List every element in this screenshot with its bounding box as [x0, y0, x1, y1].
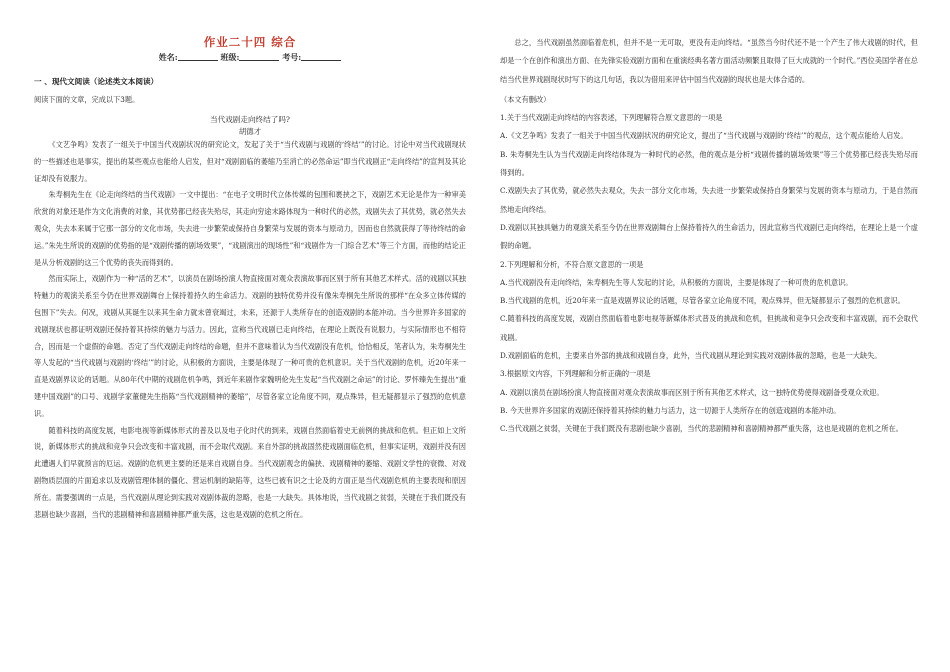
article-title: 当代戏剧走向终结了吗? [209, 115, 290, 124]
article-paragraph: 随着科技的高度发展，电影电视等新媒体形式的普及以及电子化时代的到来，戏剧自然面临着史无前例的挑战和危机。但正如上文所说，新媒体形式的挑战和竞争只会改变和丰富戏剧，而不会取代戏剧。来自外部的挑战固然使戏剧面临危机，但事实证明，戏剧并没有因此遭遇人们早就预言的厄运。戏剧的危机更主要的还是来自戏剧自身。当代戏剧观念的偏狭、戏剧精神的萎缩、戏剧文学性的衰微、对戏剧物质层面的片面追求以及戏剧管理体制的僵化、营运机制的缺陷等，这些已被有识之士论及的方面正是当代戏剧危机的主要表现和原因所在。需要强调的一点是，当代戏剧从理论到实践对戏剧体裁的忽略，也是一大缺失。具体地说，当代戏剧之贫弱，关键在于我们既没有悲剧也缺少喜剧，当代的悲剧精神和喜剧精神都严重失落，这也是戏剧的危机之所在。 [34, 425, 466, 519]
question-option: A. 戏剧以演员在剧场扮演人物直接面对观众表演故事而区别于所有其他艺术样式，这一独特优势使得戏剧备受观众欢迎。 [500, 387, 884, 397]
name-blank [178, 52, 218, 61]
student-info-fields [34, 52, 466, 63]
article-paragraph: 《文艺争鸣》发表了一组关于中国当代戏剧状况的研究论文，发起了关于“当代戏剧与戏剧的‘终结’”的讨论。讨论中对当代戏剧现状的一些描述也是事实，提出的某些观点也能给人启发，但对“戏剧面临的萎缩乃至消亡的必然命运”即当代戏剧正“走向终结”的宣判及其论证却没有说服力。 [34, 140, 466, 183]
question-option: D.戏剧面临的危机，主要来自外部的挑战和戏剧自身，此外，当代戏剧从理论到实践对戏剧体裁的忽略，也是一大缺失。 [500, 351, 882, 361]
exam-number-label: 考号: [282, 52, 302, 62]
question-option: C.当代戏剧之贫弱，关键在于我们既没有悲剧也缺少喜剧，当代的悲剧精神和喜剧精神都严重失落，这也是戏剧的危机之所在。 [500, 424, 903, 434]
question-option: D.戏剧以其独具魅力的观演关系至今仍在世界戏剧舞台上保持着持久的生命活力，因此宣称当代戏剧已走向终结，在理论上是一个虚假的命题。 [500, 222, 918, 251]
article-paragraph: 朱寿桐先生在《论走向终结的当代戏剧》一文中提出：“在电子文明时代立体传媒的包围和裹挟之下，戏剧艺术无论是作为一种审美欣赏的对象还是作为文化消费的对象，其优势都已经丧失殆尽，其走向穷途末路体现为一种时代的必然，戏剧失去了其优势，就必然失去观众，失去本来属于它那一部分的文化市场，失去进一步繁荣或保持自身繁荣与发展的资本与原动力，因而也自然就获得了等待终结的命运。”朱先生所说的戏剧的优势指的是“戏剧传播的剧场效果”，“戏剧演出的现场性”和“戏剧作为一门综合艺术”等三个方面，而他的结论正是从分析戏剧的这三个优势的丧失而得到的。 [34, 190, 466, 267]
name-label: 姓名: [158, 52, 178, 62]
exam-number-blank [301, 52, 341, 61]
question-option: B. 今天世界许多国家的戏剧还保持着其持续的魅力与活力，这一切源于人类所存在的创造戏剧的本能冲动。 [500, 405, 841, 415]
class-blank [239, 52, 279, 61]
question-option: B. 朱寿桐先生认为当代戏剧走向终结体现为一种时代的必然，他的观点是分析“戏剧传播的剧场效果”等三个优势都已经丧失殆尽而得到的。 [500, 149, 918, 178]
question-option: A.当代戏剧没有走向终结，朱寿桐先生等人发起的讨论，从积极的方面说，主要是体现了一种可贵的危机意识。 [500, 277, 853, 287]
article-paragraph: 然而实际上，戏剧作为一种“活的艺术”，以演员在剧场扮演人物直接面对观众表演故事而区别于所有其他艺术样式。活的戏剧以其独特魅力的观演关系至今仍在世界戏剧舞台上保持着持久的生命活力。戏剧的独特优势并没有像朱寿桐先生所说的那样“在众多立体传媒的包围下”失去。何况，戏剧从其诞生以来其生命力就未曾衰竭过，未来，还源于人类所存在的创造戏剧的本能冲动。当今世界许多国家的戏剧现状也都证明戏剧还保持着其持续的魅力与活力。因此，宣称当代戏剧已走向终结，在理论上既没有说服力，与实际情形也不相符合，因而是一个虚假的命题。否定了当代戏剧走向终结的命题，但并不意味着认为当代戏剧没有危机，恰恰相反，笔者认为，朱寿桐先生等人发起的“当代戏剧与戏剧的‘终结’”的讨论，从积极的方面说，主要是体现了一种可贵的危机意识。关于当代戏剧的危机，近20年来一直是戏剧界议论的话题。从80年代中期的戏剧危机争鸣，到近年来剧作家魏明伦先生发起“当代戏剧之命运”的讨论、罗怀臻先生提出“重建中国戏剧”的口号、戏剧学家董健先生指陈“当代戏剧精神的萎缩”，尽管各家立论角度不同，观点殊异，但无疑都显示了强烈的危机意识。 [34, 274, 466, 418]
source-note: （本文有删改） [500, 94, 551, 104]
question-option: C.随着科技的高度发展，戏剧自然面临着电影电视等新媒体形式普及的挑战和危机，但挑战和竞争只会改变和丰富戏剧，而不会取代戏剧。 [500, 314, 918, 342]
question-stem: 1.关于当代戏剧走向终结的内容表述，下列理解符合原文意思的一项是 [500, 113, 723, 123]
article-paragraph: 总之，当代戏剧虽然面临着危机，但并不是一无可取，更没有走向终结。“虽然当今时代还不是一个产生了伟大戏剧的时代，但却是一个在创作和演出方面、在先锋实验戏剧方面和在重演经典名著方面活动频繁且取得了巨大成就的一个时代。”西位美国学者在总结当代世界戏剧现状时写下的这几句话，我以为借用来评估中国当代戏剧的现状也是大体合适的。 [500, 38, 918, 84]
right-text [500, 34, 918, 439]
question-option: B.当代戏剧的危机，近20年来一直是戏剧界议论的话题，尽管各家立论角度不同，观点殊异，但无疑都显示了强烈的危机意识。 [500, 296, 905, 306]
page-title: 作业二十四 综合 [203, 35, 297, 49]
question-stem: 3.根据原文内容，下列理解和分析正确的一项是 [500, 369, 651, 379]
question-option: A.《文艺争鸣》发表了一组关于中国当代戏剧状况的研究论文，提出了“当代戏剧与戏剧的‘终结’”的观点，这个观点能给人启发。 [500, 131, 908, 141]
section-heading: 一 、现代文阅读（论述类文本阅读） [34, 77, 159, 86]
question-option: C.戏剧失去了其优势，就必然失去观众，失去一部分文化市场，失去进一步繁荣或保持自身繁荣与发展的资本与原动力，于是自然而然地走向终结。 [500, 186, 918, 214]
instruction-text: 阅读下面的文章，完成以下3题。 [34, 95, 140, 104]
question-stem: 2.下列理解和分析，不符合原文意思的一项是 [500, 259, 644, 269]
article-body [34, 137, 466, 523]
article-author: 胡德才 [238, 127, 262, 136]
class-label: 班级: [220, 52, 240, 62]
